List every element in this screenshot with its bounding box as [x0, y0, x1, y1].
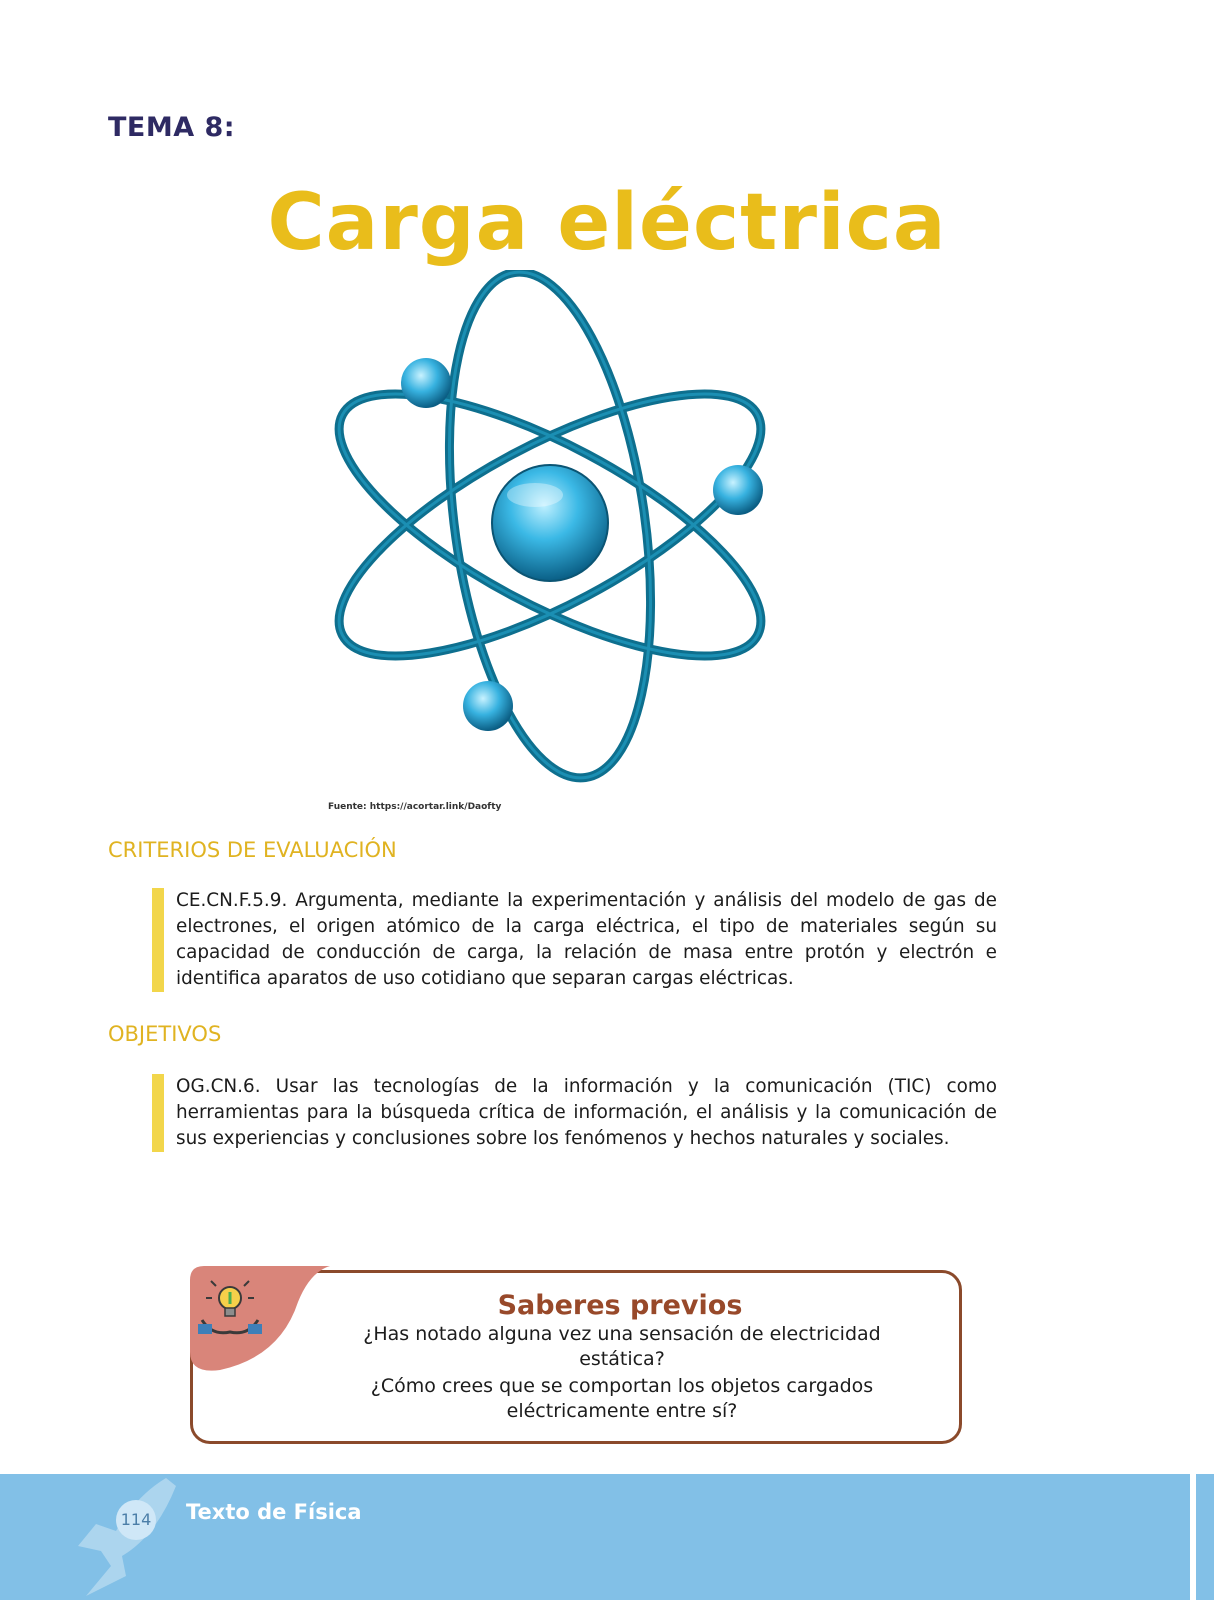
accent-bar	[152, 1074, 164, 1152]
page-number: 114	[116, 1500, 156, 1540]
saberes-title: Saberes previos	[497, 1290, 743, 1321]
footer-edge-strip	[1190, 1474, 1196, 1600]
objetivos-heading: OBJETIVOS	[108, 1022, 222, 1046]
objetivos-block	[152, 1074, 997, 1152]
criterios-heading: CRITERIOS DE EVALUACIÓN	[108, 838, 397, 862]
criterios-text: CE.CN.F.5.9. Argumenta, mediante la experimentación y análisis del modelo de gas de electrones, el origen atómico de la carga eléctrica, el tipo de materiales según su capacidad de conducción de carga, la relación de masa entre protón y electrón e identifica aparatos de uso cotidiano que separan cargas eléctricas.	[176, 890, 997, 989]
page-title: Carga eléctrica	[267, 178, 947, 268]
saberes-question-2: ¿Cómo crees que se comportan los objetos cargados eléctricamente entre sí?	[370, 1375, 874, 1422]
atom-icon	[320, 270, 800, 800]
tema-label: TEMA 8:	[108, 112, 236, 143]
objetivos-text: OG.CN.6. Usar las tecnologías de la información y la comunicación (TIC) como herramientas para la búsqueda crítica de información, el análisis y la comunicación de sus experiencias y conclusiones sobre los fenómenos y hechos naturales y sociales.	[176, 1076, 997, 1149]
criterios-block	[152, 888, 997, 992]
rocket-icon	[56, 1476, 196, 1600]
book-title: Texto de Física	[186, 1500, 362, 1524]
saberes-question-1: ¿Has notado alguna vez una sensación de electricidad estática?	[363, 1323, 881, 1370]
accent-bar	[152, 888, 164, 992]
image-credit: Fuente: https://acortar.link/Daofty	[328, 802, 502, 812]
